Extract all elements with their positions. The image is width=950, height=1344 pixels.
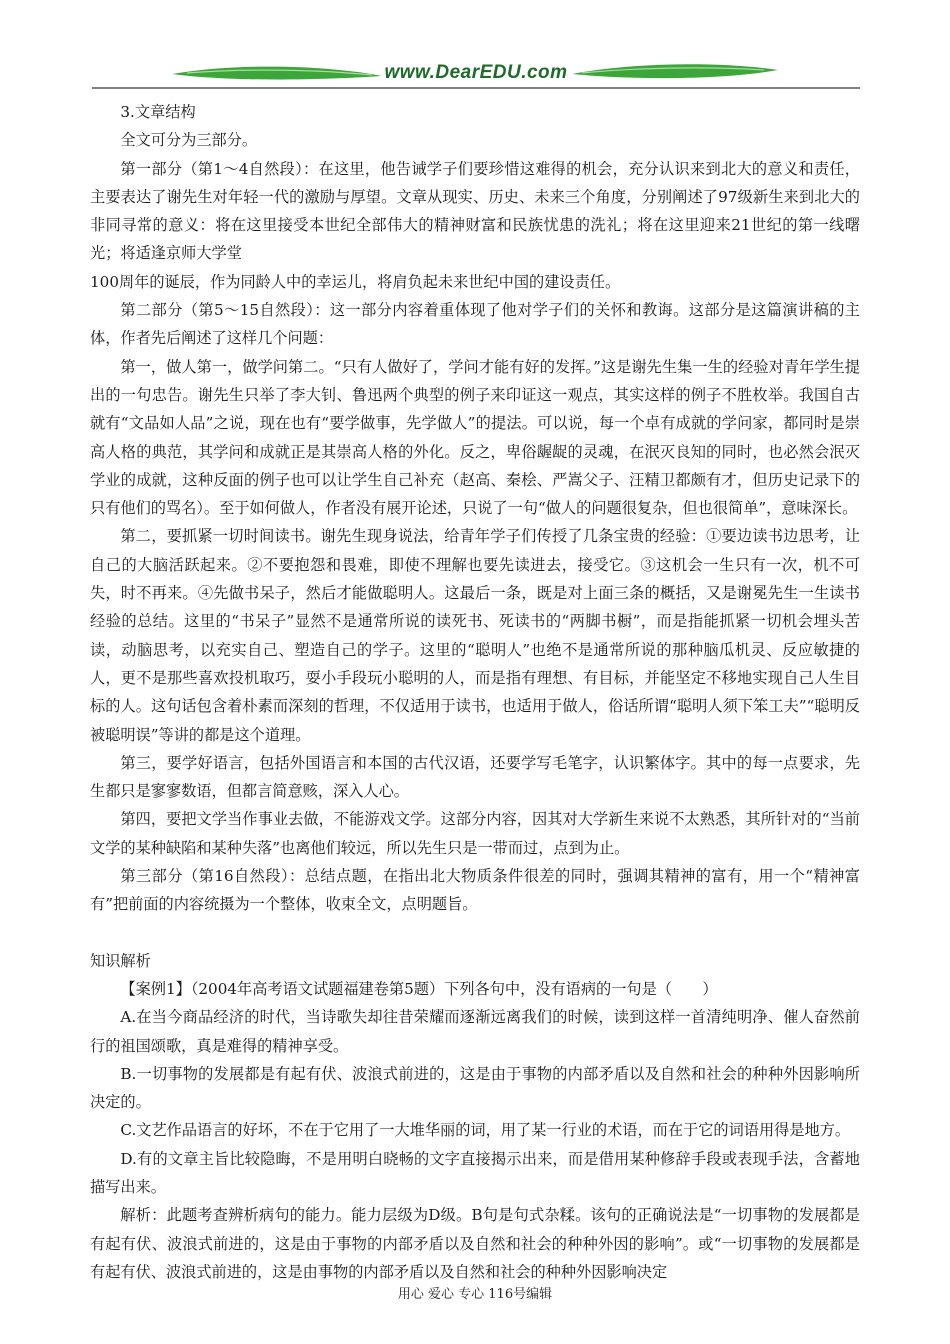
section-heading: 知识解析 [90,951,151,970]
option-a: A.在当今商品经济的时代，当诗歌失却往昔荣耀而逐渐远离我们的时候，读到这样一首清纯明净、催人奋然前行的祖国颂歌，真是难得的精神享受。 [90,1008,860,1055]
paragraph: 第二部分（第5～15自然段）：这一部分内容着重体现了他对学子们的关怀和教诲。这部分是这篇演讲稿的主体，作者先后阐述了这样几个问题： [90,301,860,348]
paragraph: 第四，要把文学当作事业去做，不能游戏文学。这部分内容，因其对大学新生来说不太熟悉，其所针对的“当前文学的某种缺陷和某种失落”也离他们较远，所以先生只是一带而过，点到为止。 [90,810,860,857]
option-b: B.一切事物的发展都是有起有伏、波浪式前进的，这是由于事物的内部矛盾以及自然和社会的种种外因影响所决定的。 [90,1064,860,1112]
answer-analysis: 解析：此题考查辨析病句的能力。能力层级为D级。B句是句式杂糅。该句的正确说法是“一切事物的发展都是有起有伏、波浪式前进的，这是由于事物的内部矛盾以及自然和社会的种种外因的影响”。或“一切事物的发展都是有起有伏、波浪式前进的，这是由事物的内部矛盾以及自然和社会的种种外因影响决定 [90,1206,860,1281]
option-c: C.文艺作品语言的好坏，不在于它用了一大堆华丽的词，用了某一行业的术语，而在于它的词语用得是地方。 [120,1121,851,1140]
site-url-logo: www.DearEDU.com [384,62,568,83]
paragraph: 第一，做人第一，做学问第二。“只有人做好了，学问才能有好的发挥。”这是谢先生集一生的经验对青年学生提出的一句忠告。谢先生只举了李大钊、鲁迅两个典型的例子来印证这一观点，其实这样的例子不胜枚举。我国自古就有“文品如人品”之说，现在也有“要学做事，先学做人”的提法。可以说，每一个卓有成就的学问家，都同时是崇高人格的典范，其学问和成就正是其崇高人格的外化。反之，卑俗龌龊的灵魂，在泯灭良知的同时，也必然会泯灭学业的成就，这种反面的例子也可以让学生自己补充（赵高、秦桧、严嵩父子、汪精卫都颇有才，但历史记录下的只有他们的骂名）。至于如何做人，作者没有展开论述，只说了一句“做人的问题很复杂，但也很简单”，意味深长。 [90,357,860,518]
option-d: D.有的文章主旨比较隐晦，不是用明白晓畅的文字直接揭示出来，而是借用某种修辞手段或表现手法，含蓄地描写出来。 [90,1149,860,1196]
paragraph: 100周年的诞辰，作为同龄人中的幸运儿，将肩负起未来世纪中国的建设责任。 [90,272,621,291]
spacer [90,919,860,947]
site-header-banner [92,60,860,94]
question-stem: 【案例1】（2004年高考语文试题福建卷第5题）下列各句中，没有语病的一句是（ ） [120,979,718,998]
paragraph: 第一部分（第1～4自然段）：在这里，他告诫学子们要珍惜这难得的机会，充分认识来到北大的意义和责任，主要表达了谢先生对年轻一代的激励与厚望。文章从现实、历史、未来三个角度，分别阐述了97级新生来到北大的非同寻常的意义：将在这里接受本世纪全部伟大的精神财富和民族忧患的洗礼；将在这里迎来21世纪的第一线曙光；将适逢京师大学堂 [90,159,860,263]
paragraph: 第三部分（第16自然段）：总结点题，在指出北大物质条件很差的同时，强调其精神的富有，用一个“精神富有”把前面的内容统摄为一个整体，收束全文，点明题旨。 [90,867,860,914]
page-footer: 用心 爱心 专心 116号编辑 [397,1287,553,1302]
paragraph: 第三，要学好语言，包括外国语言和本国的古代汉语，还要学写毛笔字，认识繁体字。其中的每一点要求，先生都只是寥寥数语，但都言简意赅，深入人心。 [90,753,860,801]
section-heading: 3.文章结构 [120,103,196,121]
document-body [90,98,860,1286]
paragraph: 全文可分为三部分。 [120,131,258,150]
paragraph: 第二，要抓紧一切时间读书。谢先生现身说法，给青年学子们传授了几条宝贵的经验：①要边读书边思考，让自己的大脑活跃起来。②不要抱怨和畏难，即使不理解也要先读进去，接受它。③这机会一生只有一次，机不可失，时不再来。④先做书呆子，然后才能做聪明人。这最后一条，既是对上面三条的概括，又是谢冕先生一生读书经验的总结。这里的“书呆子”显然不是通常所说的读死书、死读书的“两脚书橱”，而是指能抓紧一切机会埋头苦读，动脑思考，以充实自己、塑造自己的学子。这里的“聪明人”也绝不是通常所说的那种脑瓜机灵、反应敏捷的人，更不是那些喜欢投机取巧，耍小手段玩小聪明的人，而是指有理想、有目标，并能坚定不移地实现自己人生目标的人。这句话包含着朴素而深刻的哲理，不仅适用于读书，也适用于做人，俗话所谓“聪明人须下笨工夫”“聪明反被聪明误”等讲的都是这个道理。 [90,527,860,744]
